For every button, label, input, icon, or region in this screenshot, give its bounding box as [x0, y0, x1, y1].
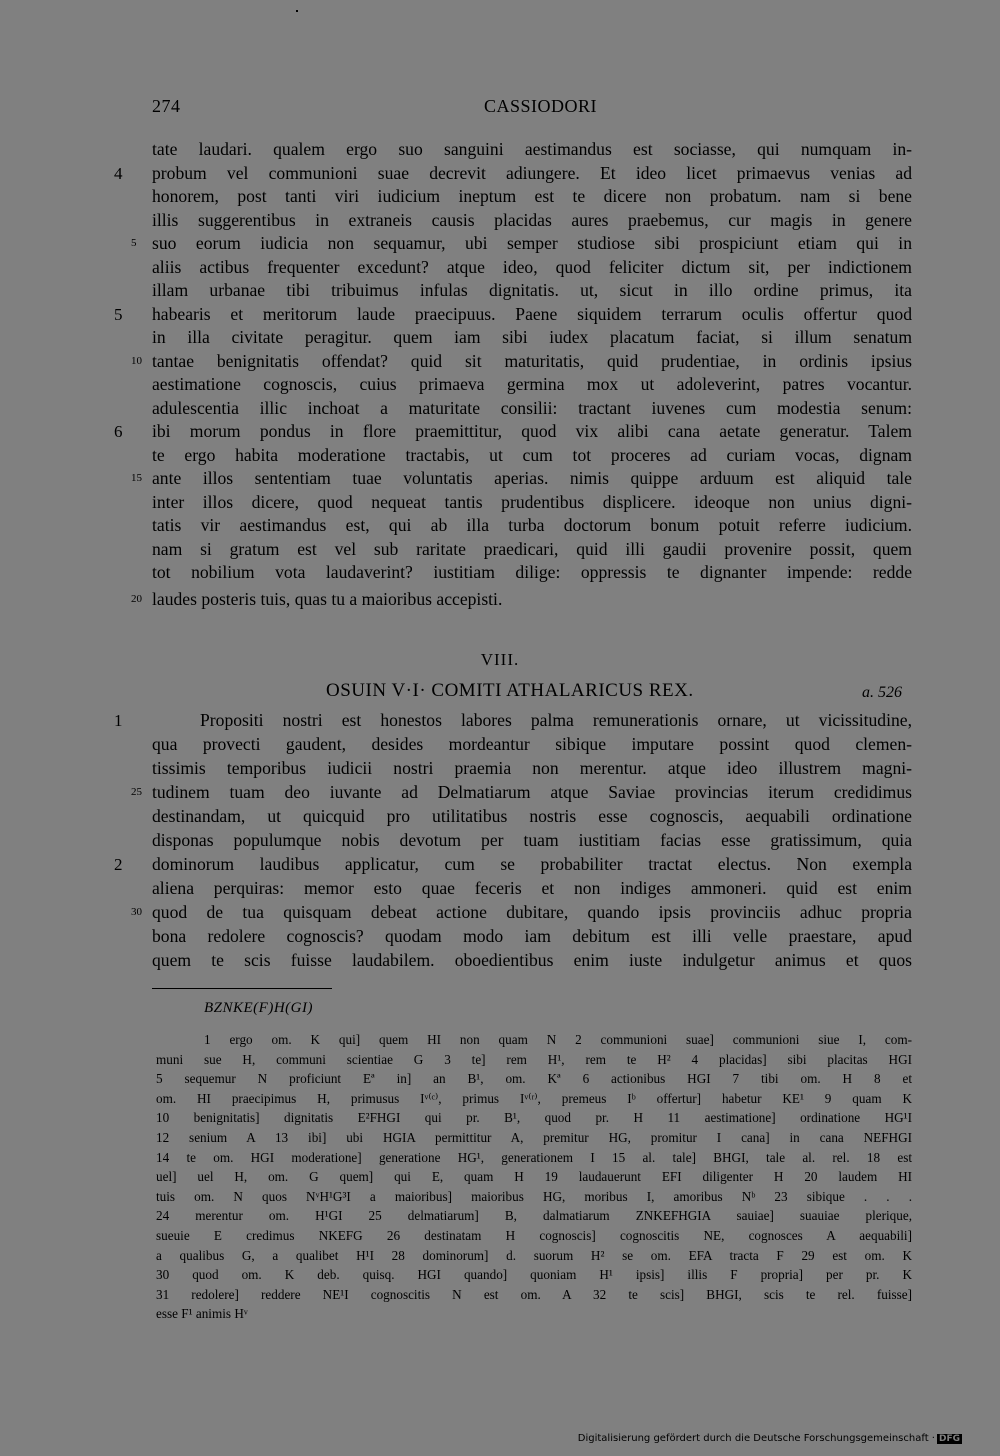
- footnote-rule: [152, 988, 332, 989]
- apparatus-line: om. HI praecipimus H, primusus Iᵛ⁽ᶜ⁾, primus Iᵛ⁽ʳ⁾, premeus Iᵇ offertur] habetur KE¹ 9 quam K: [156, 1090, 912, 1106]
- apparatus-line: sueuie E credimus NKEFG 26 destinatam H cognoscis] cognoscitis NE, cognosces A aequabili]: [156, 1228, 912, 1243]
- text-line: ibi morum pondus in flore praemittitur, quod vix alibi cana aetate generatur. Talem: [152, 421, 912, 441]
- chapter-date: a. 526: [862, 684, 902, 701]
- text-line: aliis actibus frequenter excedunt? atque ideo, quod feliciter dictum sit, per indictionem: [152, 256, 912, 277]
- text-line: in illa civitate peragitur. quem iam sibi iudex placatum faciat, si illum senatum: [152, 327, 912, 347]
- text-line: Propositi nostri est honestos labores palma remunerationis ornare, ut vicissitudine,: [200, 710, 912, 730]
- apparatus-line: 5 sequemur N proficiunt Eª in] an B¹, om. Kª 6 actionibus HGI 7 tibi om. H 8 et: [156, 1071, 912, 1087]
- paragraph-number: 2: [114, 855, 123, 874]
- text-line: tatis vir aestimandus est, qui ab illa turba doctorum bonum potuit referre iudicium.: [152, 515, 912, 535]
- line-number: 10: [131, 354, 142, 367]
- text-line: quem te scis fuisse laudabilem. oboedientibus enim iuste indulgetur animus et quos: [152, 950, 912, 970]
- text-line: tot nobilium vota laudaverint? iustitiam dilige: oppressis te dignanter impende: redde: [152, 562, 912, 582]
- text-line: qua provecti gaudent, desides mordeantur sibique imputare possint quod clemen-: [152, 734, 912, 754]
- text-line: tissimis temporibus iudicii nostri praemia non merentur. atque ideo illustrem magni-: [152, 758, 912, 778]
- text-line: tate laudari. qualem ergo suo sanguini aestimandus est sociasse, qui numquam in-: [152, 139, 912, 159]
- apparatus-line: 1 ergo om. K qui] quem HI non quam N 2 communioni suae] communioni siue I, com-: [204, 1032, 912, 1047]
- line-number: 30: [131, 906, 142, 918]
- text-line: adulescentia illic inchoat a maturitate consilii: tractant iuvenes cum modestia senum:: [152, 397, 912, 418]
- text-line: tudinem tuam deo iuvante ad Delmatiarum atque Saviae provincias iterum credidimus: [152, 782, 912, 802]
- apparatus-line: 24 merentur om. H¹GI 25 delmatiarum] B, dalmatiarum ZNKEFHGIA sauiae] suauiae plerique,: [156, 1208, 912, 1224]
- text-line: suo eorum iudicia non sequamur, ubi semper studiose sibi prospiciunt etiam qui in: [152, 233, 912, 253]
- funding-text: Digitalisierung gefördert durch die Deutsche Forschungsgemeinschaft ·: [577, 1433, 935, 1444]
- text-line: bona redolere cognoscis? quodam modo iam debitum est illi velle praestare, apud: [152, 926, 912, 946]
- paragraph-number: 5: [114, 304, 123, 324]
- paragraph-number: 4: [114, 163, 123, 183]
- text-line: inter illos dicere, quod nequeat tantis prudentibus displicere. ideoque non unius digni-: [152, 491, 912, 512]
- text-line: illam urbanae tibi tribuimus infulas dignitatis. ut, sicut in illo ordine primus, ita: [152, 280, 912, 300]
- apparatus-line: muni sue H, communi scientiae G 3 te] rem H¹, rem te H² 4 placidas] sibi placitas HGI: [156, 1051, 912, 1067]
- text-line: quod de tua quisquam debeat actione dubitare, quando ipsis provinciis adhuc propria: [152, 902, 912, 922]
- text-line: aliena perquiras: memor esto quae feceris et non indiges ammoneri. quid est enim: [152, 878, 912, 898]
- running-title: CASSIODORI: [484, 96, 598, 116]
- line-number: 25: [131, 786, 142, 798]
- apparatus-line: 30 quod om. K deb. quisq. HGI quando] quoniam H¹ ipsis] illis F propria] per pr. K: [156, 1267, 912, 1283]
- text-line: nam si gratum est vel sub raritate praedicari, quid illi gaudii provenire possit, quem: [152, 538, 912, 559]
- line-number: 5: [131, 237, 137, 249]
- manuscript-sigla: BZNKE(F)H(GI): [204, 1000, 313, 1016]
- scan-speck: [296, 10, 298, 12]
- text-line: ante illos sententiam tuae voluntatis aperias. nimis quippe arduum est aliquid tale: [152, 468, 912, 488]
- text-line: te ergo habita moderatione tractabis, ut cum tot proceres ad curiam vocas, dignam: [152, 444, 912, 465]
- dfg-logo: DFG: [938, 1434, 960, 1444]
- apparatus-line: 31 redolere] reddere NE¹I cognoscitis N est om. A 32 te scis] BHGI, scis te rel. fuisse]: [156, 1286, 912, 1302]
- text-line: illis suggerentibus in extraneis causis placidas aures praebemus, cur magis in genere: [152, 209, 912, 230]
- text-line: dominorum laudibus applicatur, cum se probabiliter tractat electus. Non exempla: [152, 854, 912, 874]
- funding-notice: [578, 1433, 962, 1444]
- text-line: destinandam, ut quicquid pro utilitatibus nostris esse cognoscis, aequabili ordinatione: [152, 806, 912, 826]
- apparatus-line: a qualibus G, a qualibet H¹I 28 dominorum] d. suorum H² se om. EFA tracta F 29 est om. K: [156, 1247, 912, 1263]
- apparatus-line: 14 te om. HGI moderatione] generatione HG¹, generationem I 15 al. tale] BHGI, tale al. rel. 18 est: [156, 1149, 912, 1165]
- line-number: 15: [131, 472, 142, 484]
- apparatus-line: uel] uel H, om. G quem] qui E, quam H 19 laudauerunt EFI diligenter H 20 laudem HI: [156, 1169, 912, 1185]
- text-line: tantae benignitatis offendat? quid sit maturitatis, quid prudentiae, in ordinis ipsius: [152, 350, 912, 371]
- line-number: 20: [131, 593, 142, 605]
- apparatus-line: 12 senium A 13 ibi] ubi HGIA permittitur A, premitur HG, promitur I cana] in cana NEFHGI: [156, 1130, 912, 1145]
- apparatus-line: 10 benignitatis] dignitatis E²FHGI qui pr. B¹, quod pr. H 11 aestimatione] ordinatione HG¹I: [156, 1110, 912, 1126]
- chapter-number: VIII.: [480, 650, 520, 669]
- text-line: probum vel communioni suae decrevit adiungere. Et ideo licet primaevus venias ad: [152, 162, 912, 183]
- paragraph-number: 1: [114, 711, 123, 730]
- apparatus-line: tuis om. N quos NᵛH¹G³I a maioribus] maioribus HG, moribus I, amoribus Nᵇ 23 sibique . . .: [156, 1188, 912, 1204]
- text-line: disponas populumque nobis devotum per tuam iustitiam facias esse gratissimum, quia: [152, 830, 912, 850]
- page-number: 274: [152, 96, 181, 116]
- paragraph-number: 6: [114, 422, 123, 441]
- text-line: laudes posteris tuis, quas tu a maioribus accepisti.: [152, 589, 503, 609]
- apparatus-line: esse F¹ animis Hᵛ: [156, 1306, 248, 1322]
- text-line: honorem, post tanti viri iudicium ineptum est te dicere non probatum. nam si bene: [152, 186, 912, 206]
- chapter-title: OSUIN V·I· COMITI ATHALARICUS REX.: [326, 680, 694, 701]
- text-line: habearis et meritorum laude praecipuus. Paene siquidem terrarum oculis offertur quod: [152, 303, 912, 324]
- text-line: aestimatione cognoscis, cuius primaeva germina mox ut adoleverint, patres vocantur.: [152, 374, 912, 394]
